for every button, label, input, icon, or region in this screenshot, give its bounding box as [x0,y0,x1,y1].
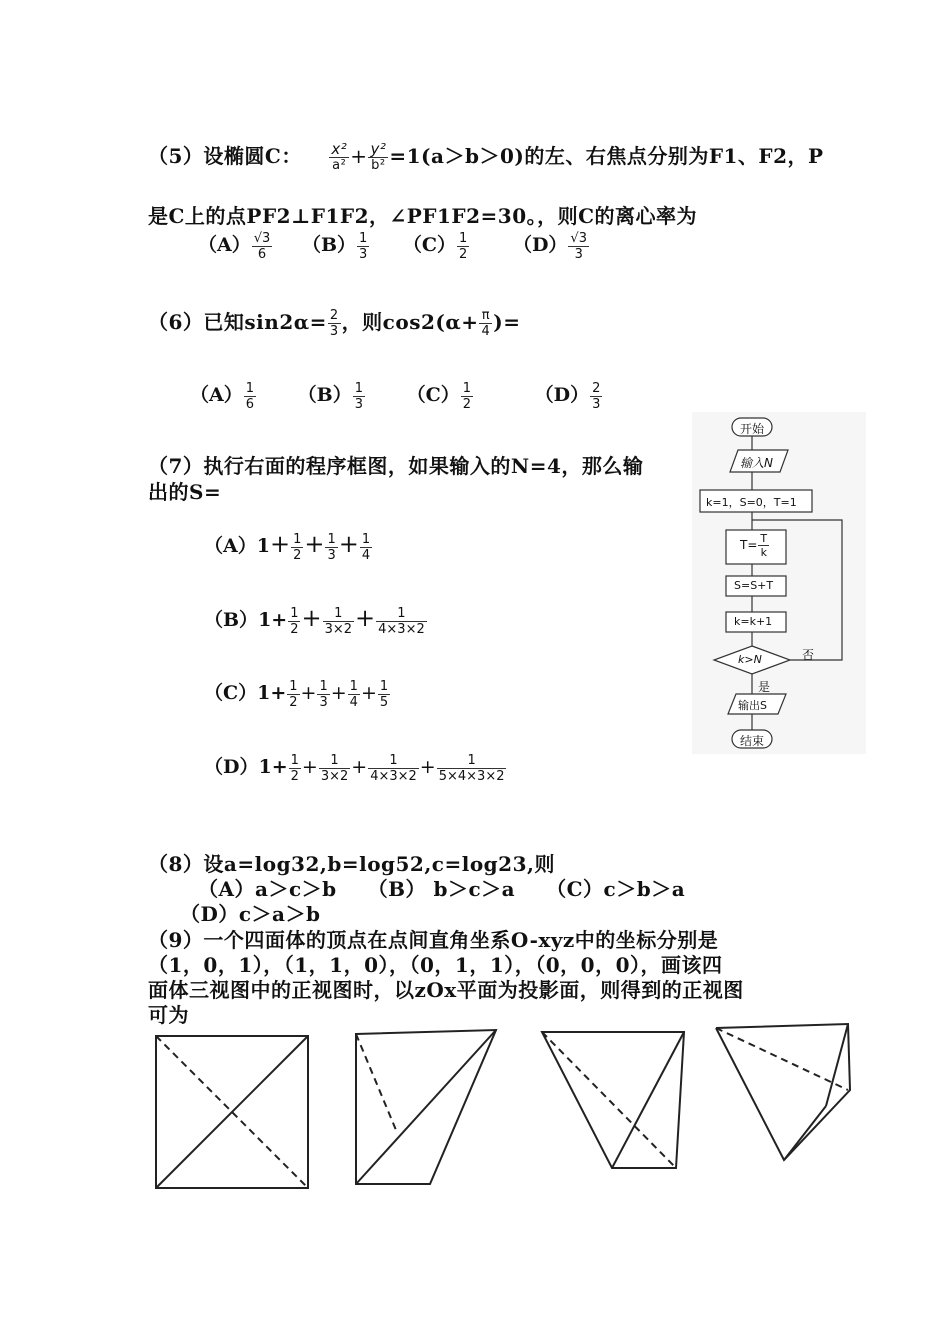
q6-option-a: （A） $\frac{1}{6}$ [190,380,255,412]
q6-option-c: （C） $\frac{1}{2}$ [406,380,472,412]
flow-s-label: S=S+T [734,579,774,592]
q5-option-a: （A） $\frac{√3}{6}$ [198,230,271,262]
q6-suffix: )= [493,310,521,334]
q9-figure-d [716,1024,850,1160]
q7-option-c: （C）1+ $\frac{1}{2}$ + $\frac{1}{3}$ + $\frac{1}{4}$ + $\frac{1}{5}$ [204,678,389,710]
q9-line2: （1，0，1），（1，1，0），（0，1，1），（0，0，0），画该四 [148,953,723,977]
flow-input-label: 输入N [740,456,773,470]
q5-option-b: （B） $\frac{1}{3}$ [301,230,368,262]
q6-options [190,380,603,412]
q6-frac1: $\frac{2}{3}$ [329,308,339,339]
q5-plus: + [350,144,368,168]
q5-option-c: （C） $\frac{1}{2}$ [402,230,468,262]
q6-option-b: （B） $\frac{1}{3}$ [297,380,363,412]
q9-figure-b [356,1030,496,1184]
q6-frac2: $\frac{\pi}{4}$ [481,308,491,339]
q6-mid: ，则cos2(α+ [341,310,479,334]
q5-frac-y-num: y² [370,140,387,158]
q7-line2: 出的S= [148,480,222,504]
q9-line4: 可为 [148,1003,189,1027]
q5-line1 [148,140,824,173]
q8-line1: （8）设a=log32,b=log52,c=log23,则 [148,852,555,876]
q7-option-b: （B）1+ $\frac{1}{2}$ + $\frac{1}{3\times 2}$ + $\frac{1}{4\times 3\times 2}$ [204,604,425,637]
q7-option-a: （A）1+ $\frac{1}{2}$ + $\frac{1}{3}$ + $\frac{1}{4}$ [204,530,371,563]
q5-line2: 是C上的点PF2⊥F1F2，∠PF1F2=30。，则C的离心率为 [148,204,698,228]
flow-k-label: k=k+1 [734,615,773,628]
flow-cond-label: k>N [738,653,762,666]
q5-options [198,230,590,262]
q6-line [148,306,521,339]
flow-end-label: 结束 [740,734,765,748]
q5-frac-x-num: x² [331,140,348,158]
q9-figure-c [542,1032,684,1168]
flow-t-label: T= $\frac{T}{k}$ [740,532,768,559]
flowchart [692,412,866,754]
q8-option-d: （D）c＞a＞b [180,902,321,926]
q5-option-d: （D） $\frac{√3}{3}$ [512,230,587,262]
flow-yes-label: 是 [758,680,771,694]
q7-option-d: （D）1+ $\frac{1}{2}$ + $\frac{1}{3\times 2}$ + $\frac{1}{4\times 3\times 2}$ + $\frac{1}{5\times 4\times 3\times 2}$ [204,752,505,784]
q5-frac-x [329,142,349,173]
q5-frac-x-den: a² [332,158,347,173]
flow-no-label: 否 [802,648,815,662]
q5-frac-y-den: b² [371,158,386,173]
q9-line3: 面体三视图中的正视图时，以zOx平面为投影面，则得到的正视图 [148,978,744,1002]
q9-figures [140,1020,878,1192]
q7-line1: （7）执行右面的程序框图，如果输入的N=4，那么输 [148,454,644,478]
q6-prefix: （6）已知sin2α= [148,310,327,334]
q6-option-d: （D） $\frac{2}{3}$ [534,380,601,412]
q9-figure-a [156,1036,308,1188]
flow-init-label: k=1，S=0，T=1 [706,496,797,509]
flow-output-label: 输出S [738,699,767,712]
q5-frac-y [368,142,388,173]
q5-prefix: （5）设椭圆C： [148,144,302,168]
q5-suffix: =1(a＞b＞0)的左、右焦点分别为F1、F2，P [389,144,824,168]
flow-start-label: 开始 [740,422,765,436]
q9-line1: （9）一个四面体的顶点在点间直角坐系O-xyz中的坐标分别是 [148,928,719,952]
q8-options-line: （A）a＞c＞b （B） b＞c＞a （C）c＞b＞a [198,877,686,901]
